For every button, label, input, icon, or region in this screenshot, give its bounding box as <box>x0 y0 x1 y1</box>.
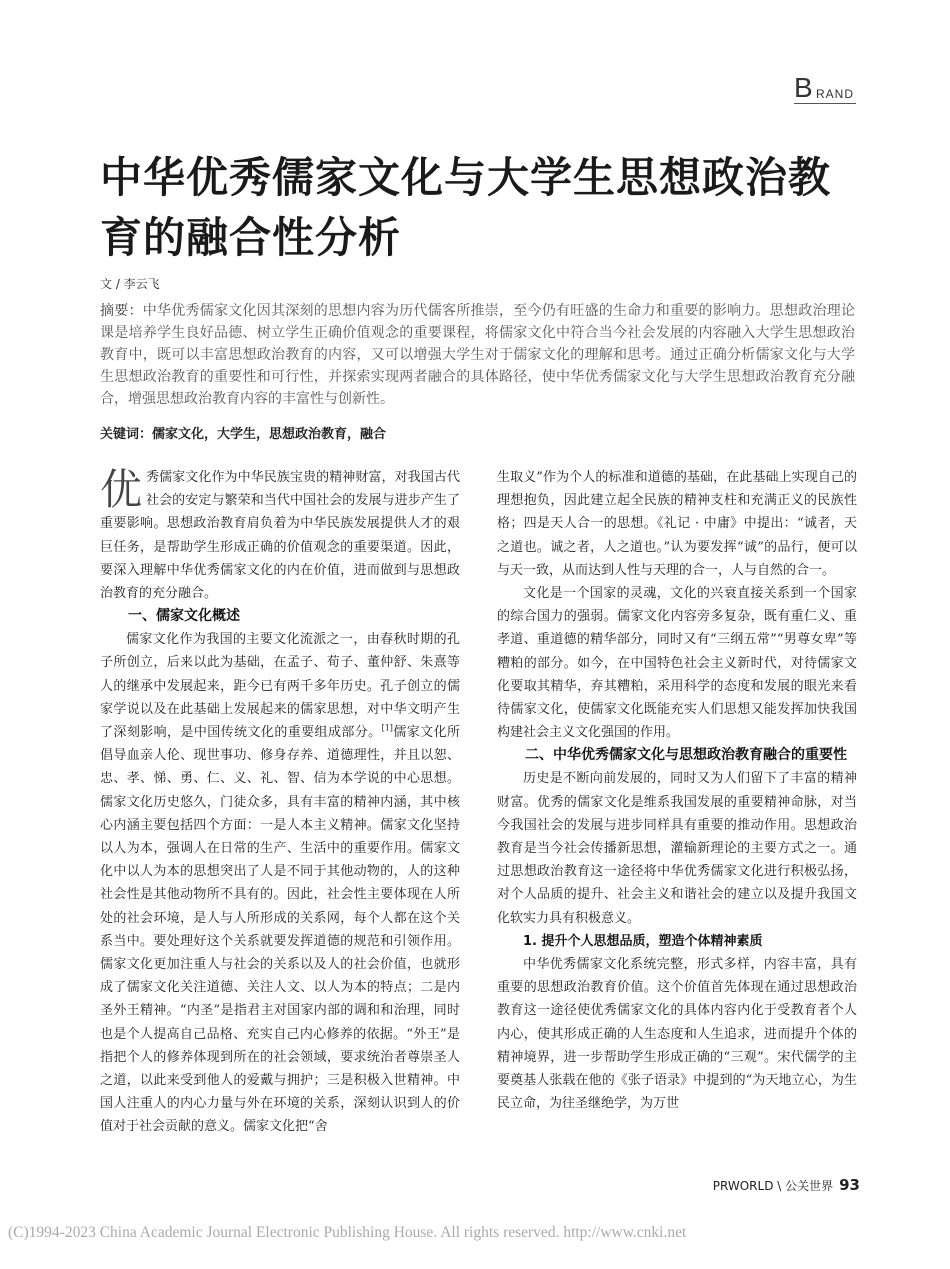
page-number: 93 <box>839 1176 860 1194</box>
culture-paragraph: 文化是一个国家的灵魂，文化的兴衰直接关系到一个国家的综合国力的强弱。儒家文化内容旁多复杂，既有重仁义、重孝道、重道德的精华部分，同时又有“三纲五常”“男尊女卑”等糟粕的部分。如今，在中国特色社会主义新时代，对待儒家文化要取其精华，弃其糟粕，采用科学的态度和发展的眼光来看待儒家文化，使儒家文化既能充实人们思想又能发挥加快我国构建社会主义文化强国的作用。 <box>497 586 857 741</box>
section1-text-a: 儒家文化作为我国的主要文化流派之一，由春秋时期的孔子所创立，后来以此为基础，在孟子、荀子、董仲舒、朱熹等人的继承中发展起来，距今已有两千多年历史。孔子创立的儒家学说以及在此基础上发展起来的儒家思想，对中华文明产生了深刻影响，是中国传统文化的重要组成部分。 <box>100 632 460 741</box>
article-title: 中华优秀儒家文化与大学生思想政治教育的融合性分析 <box>100 153 832 262</box>
section1-paragraph <box>100 628 460 1138</box>
magazine-name: PRWORLD \ 公关世界 <box>712 1179 834 1193</box>
subsection1-paragraph: 中华优秀儒家文化系统完整，形式多样，内容丰富，具有重要的思想政治教育价值。这个价值首先体现在通过思想政治教育这一途径使优秀儒家文化的具体内容内化于受教育者个人内心，使其形成正确的人生态度和人生追求，进而提升个体的精神境界，进一步帮助学生形成正确的“三观”。宋代儒学的主要奠基人张载在他的《张子语录》中提到的“为天地立心，为生民立命，为往圣继绝学，为万世 <box>497 957 857 1112</box>
brand-rest: RAND <box>816 87 855 101</box>
section-heading-1: 一、儒家文化概述 <box>128 608 240 625</box>
brand-underline <box>794 103 856 104</box>
intro-paragraph <box>100 466 460 605</box>
subsection-heading-1: 1. 提升个人思想品质，塑造个体精神素质 <box>523 933 763 949</box>
section-heading-2: 二、中华优秀儒家文化与思想政治教育融合的重要性 <box>525 747 847 764</box>
brand-logo <box>794 74 856 104</box>
brand-initial: B <box>794 72 813 103</box>
drop-cap: 优 <box>100 465 143 514</box>
continued-paragraph: 生取义”作为个人的标准和道德的基础，在此基础上实现自己的理想抱负，因此建立起全民族的精神支柱和充满正义的民族性格；四是天人合一的思想。《礼记 · 中庸》中提出：“诚者，天之道也。诚之者，人之道也。”认为要发挥“诚”的品行，便可以与天一致，从而达到人性与天理的合一，人与自然的合一。 <box>497 470 857 578</box>
copyright-watermark: (C)1994-2023 China Academic Journal Electronic Publishing House. All rights reserved. http://www.cnki.net <box>8 1224 687 1241</box>
abstract <box>100 300 855 410</box>
intro-text: 秀儒家文化作为中华民族宝贵的精神财富，对我国古代社会的安定与繁荣和当代中国社会的发展与进步产生了重要影响。思想政治教育肩负着为中华民族发展提供人才的艰巨任务，是帮助学生形成正确的价值观念的重要渠道。因此，要深入理解中华优秀儒家文化的内在价值，进而做到与思想政治教育的充分融合。 <box>100 470 460 602</box>
page-footer <box>620 1176 860 1194</box>
author-line: 文 / 李云飞 <box>100 277 160 291</box>
section1-text-b: 儒家文化所倡导血亲人伦、现世事功、修身存养、道德理性，并且以恕、忠、孝、悌、勇、仁、义、礼、智、信为本学说的中心思想。儒家文化历史悠久，门徒众多，具有丰富的精神内涵，其中核心内涵主要包括四个方面：一是人本主义精神。儒家文化坚持以人为本，强调人在日常的生产、生活中的重要作用。儒家文化中以人为本的思想突出了人是不同于其他动物的，人的这种社会性是其他动物所不具有的。因此，社会性主要体现在人所处的社会环境，是人与人所形成的关系网，每个人都在这个关系当中。要处理好这个关系就要发挥道德的规范和引领作用。儒家文化更加注重人与社会的关系以及人的社会价值，也就形成了儒家文化关注道德、关注人文、以人为本的特点；二是内圣外王精神。“内圣”是指君主对国家内部的调和和治理，同时也是个人提高自己品格、充实自己内心修养的依据。“外王”是指把个人的修养体现到所在的社会领域，要求统治者尊崇圣人之道，以此来受到他人的爱戴与拥护；三是积极入世精神。中国人注重人的内心力量与外在环境的关系，深刻认识到人的价值对于社会贡献的意义。儒家文化把“舍 <box>100 725 460 1135</box>
section2-paragraph: 历史是不断向前发展的，同时又为人们留下了丰富的精神财富。优秀的儒家文化是维系我国发展的重要精神命脉，对当今我国社会的发展与进步同样具有重要的推动作用。思想政治教育是当今社会传播新思想，灌输新理论的主要方式之一。通过思想政治教育这一途径将中华优秀儒家文化进行积极弘扬，对个人品质的提升、社会主义和谐社会的建立以及提升我国文化软实力具有积极意义。 <box>497 771 857 926</box>
right-column <box>497 466 857 1115</box>
reference-marker: [1] <box>381 723 393 733</box>
abstract-label: 摘要： <box>100 303 143 319</box>
abstract-text: 中华优秀儒家文化因其深刻的思想内容为历代儒客所推崇，至今仍有旺盛的生命力和重要的影响力。思想政治理论课是培养学生良好品德、树立学生正确价值观念的重要课程，将儒家文化中符合当今社会发展的内容融入大学生思想政治教育中，既可以丰富思想政治教育的内容，又可以增强大学生对于儒家文化的理解和思考。通过正确分析儒家文化与大学生思想政治教育的重要性和可行性，并探索实现两者融合的具体路径，使中华优秀儒家文化与大学生思想政治教育充分融合，增强思想政治教育内容的丰富性与创新性。 <box>100 303 855 407</box>
keywords: 关键词：儒家文化，大学生，思想政治教育，融合 <box>100 427 387 442</box>
left-column <box>100 466 460 1139</box>
